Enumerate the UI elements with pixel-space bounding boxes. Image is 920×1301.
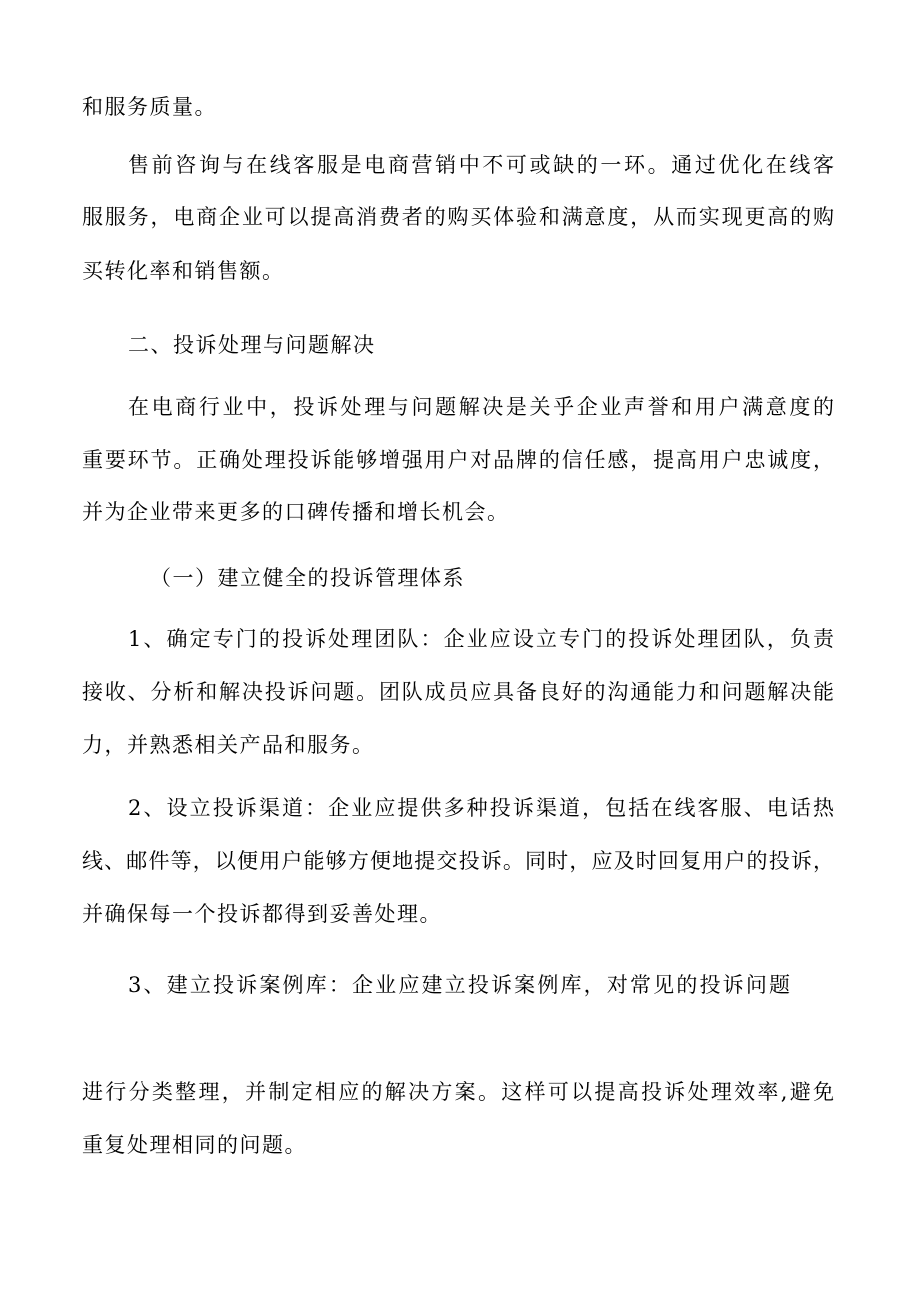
paragraph-line: 服服务，电商企业可以提高消费者的购买体验和满意度，从而实现更高的购 — [82, 205, 834, 229]
paragraph-line: 进行分类整理，并制定相应的解决方案。这样可以提高投诉处理效率,避免 — [82, 1080, 834, 1104]
paragraph-line: 力，并熟悉相关产品和服务。 — [82, 733, 375, 757]
paragraph-line: 和服务质量。 — [82, 95, 217, 119]
paragraph-line: 线、邮件等，以便用户能够方便地提交投诉。同时，应及时回复用户的投诉， — [82, 849, 834, 873]
paragraph-line: 买转化率和销售额。 — [82, 259, 285, 283]
paragraph-line: 3、建立投诉案例库：企业应建立投诉案例库，对常见的投诉问题 — [128, 973, 790, 997]
paragraph-line: 重复处理相同的问题。 — [82, 1133, 307, 1157]
subsection-heading: （一）建立健全的投诉管理体系 — [150, 566, 465, 590]
paragraph-line: 在电商行业中，投诉处理与问题解决是关乎企业声誉和用户满意度的 — [128, 395, 834, 419]
section-heading: 二、投诉处理与问题解决 — [128, 333, 376, 357]
paragraph-line: 并确保每一个投诉都得到妥善处理。 — [82, 902, 442, 926]
paragraph-line: 1、确定专门的投诉处理团队：企业应设立专门的投诉处理团队，负责 — [128, 627, 834, 651]
paragraph-line: 接收、分析和解决投诉问题。团队成员应具备良好的沟通能力和问题解决能 — [82, 680, 834, 704]
paragraph-line: 2、设立投诉渠道：企业应提供多种投诉渠道，包括在线客服、电话热 — [128, 796, 834, 820]
paragraph-line: 并为企业带来更多的口碑传播和增长机会。 — [82, 500, 510, 524]
paragraph-line: 售前咨询与在线客服是电商营销中不可或缺的一环。通过优化在线客 — [128, 153, 834, 177]
paragraph-line: 重要环节。正确处理投诉能够增强用户对品牌的信任感，提高用户忠诚度， — [82, 448, 834, 472]
